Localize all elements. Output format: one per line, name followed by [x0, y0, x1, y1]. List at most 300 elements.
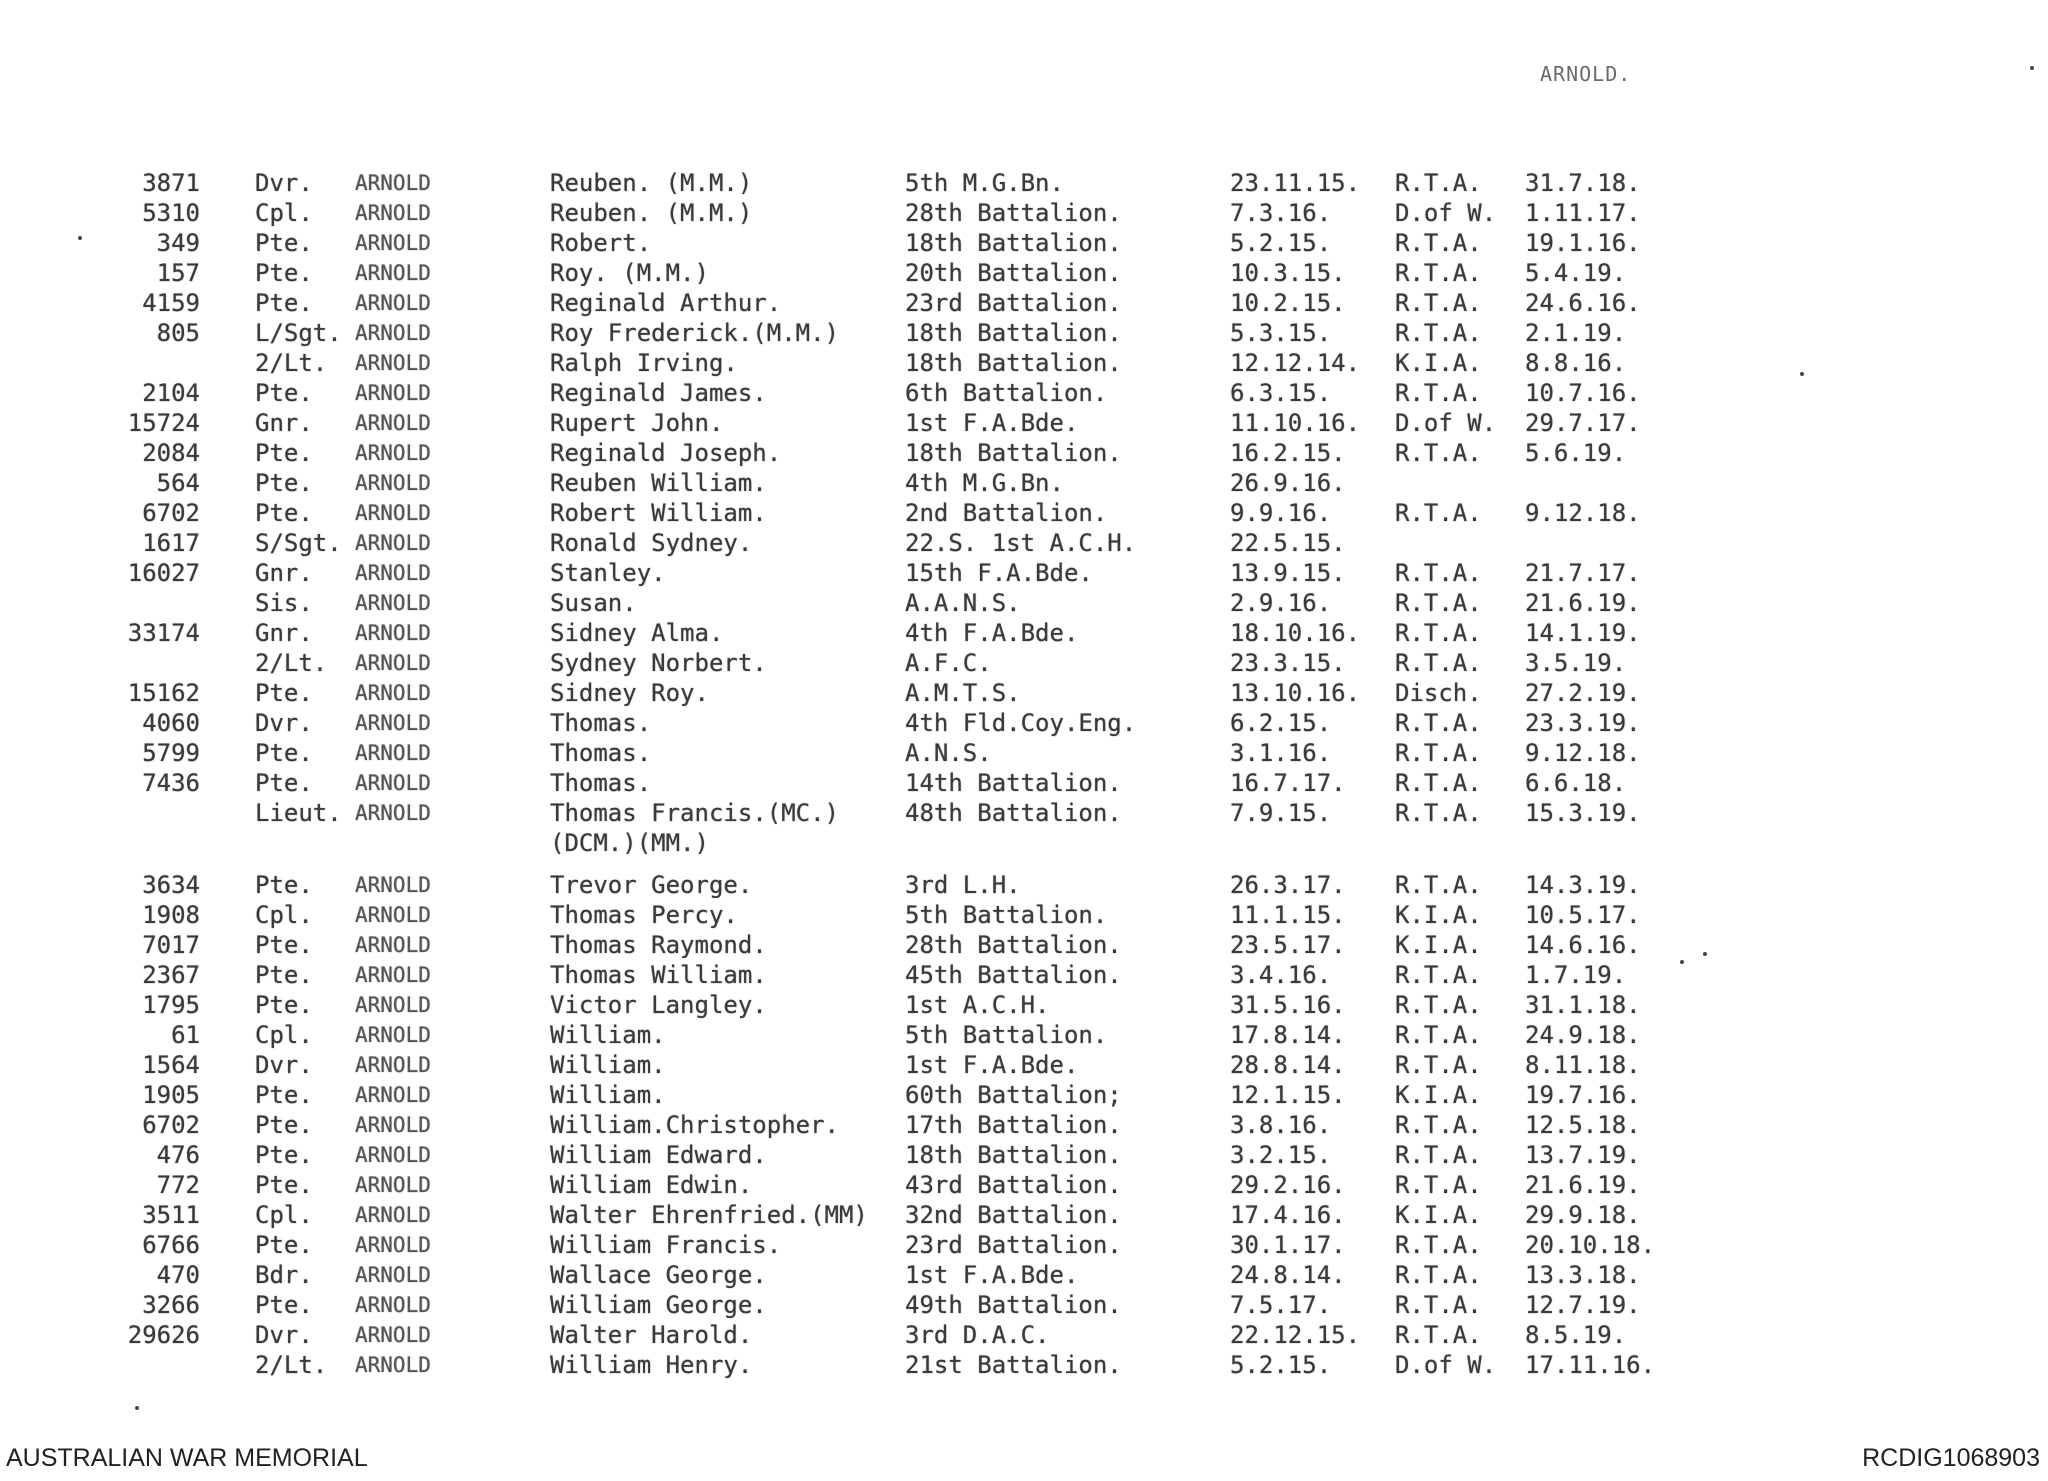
surname: ARNOLD: [355, 441, 431, 465]
rank: Pte.: [255, 871, 313, 899]
fate-date: 9.12.18.: [1525, 739, 1641, 767]
fate-date: 31.1.18.: [1525, 991, 1641, 1019]
given-names: Thomas.: [550, 769, 652, 797]
service-number: 470: [156, 1261, 200, 1289]
service-number: 3871: [142, 169, 200, 197]
given-names: Reuben William.: [550, 469, 767, 497]
unit: 3rd D.A.C.: [905, 1321, 1050, 1349]
fate: R.T.A.: [1395, 169, 1482, 197]
fate: R.T.A.: [1395, 379, 1482, 407]
roll-entry: [0, 1110, 2048, 1140]
fate-date: 9.12.18.: [1525, 499, 1641, 527]
surname: ARNOLD: [355, 1323, 431, 1347]
rank: 2/Lt.: [255, 1351, 328, 1379]
rank: Pte.: [255, 229, 313, 257]
unit: 48th Battalion.: [905, 799, 1122, 827]
unit: 18th Battalion.: [905, 439, 1122, 467]
given-names: William.: [550, 1051, 666, 1079]
enlistment-date: 3.2.15.: [1230, 1141, 1332, 1169]
enlistment-date: 3.1.16.: [1230, 739, 1332, 767]
given-names: Reginald Arthur.: [550, 289, 782, 317]
given-names: William Francis.: [550, 1231, 782, 1259]
given-names: Sidney Alma.: [550, 619, 724, 647]
service-number: 15162: [127, 679, 200, 707]
fate: D.of W.: [1395, 199, 1497, 227]
rank: Dvr.: [255, 1321, 313, 1349]
enlistment-date: 11.10.16.: [1230, 409, 1361, 437]
rank: Pte.: [255, 469, 313, 497]
roll-entry: [0, 168, 2048, 198]
rank: Pte.: [255, 961, 313, 989]
enlistment-date: 10.2.15.: [1230, 289, 1346, 317]
roll-entry: [0, 870, 2048, 900]
unit: 18th Battalion.: [905, 1141, 1122, 1169]
enlistment-date: 12.1.15.: [1230, 1081, 1346, 1109]
surname: ARNOLD: [355, 993, 431, 1017]
unit: 28th Battalion.: [905, 199, 1122, 227]
rank: Pte.: [255, 1081, 313, 1109]
service-number: 476: [156, 1141, 200, 1169]
roll-entry: [0, 1200, 2048, 1230]
unit: 5th M.G.Bn.: [905, 169, 1064, 197]
surname: ARNOLD: [355, 531, 431, 555]
fate: K.I.A.: [1395, 1201, 1482, 1229]
surname: ARNOLD: [355, 1263, 431, 1287]
fate: R.T.A.: [1395, 439, 1482, 467]
fate-date: 6.6.18.: [1525, 769, 1627, 797]
rank: Pte.: [255, 1141, 313, 1169]
enlistment-date: 2.9.16.: [1230, 589, 1332, 617]
rank: Pte.: [255, 1231, 313, 1259]
service-number: 805: [156, 319, 200, 347]
enlistment-date: 16.7.17.: [1230, 769, 1346, 797]
surname: ARNOLD: [355, 741, 431, 765]
given-names: William.: [550, 1081, 666, 1109]
given-names: Rupert John.: [550, 409, 724, 437]
unit: 22.S. 1st A.C.H.: [905, 529, 1137, 557]
enlistment-date: 22.12.15.: [1230, 1321, 1361, 1349]
given-names: Reginald James.: [550, 379, 767, 407]
service-number: 15724: [127, 409, 200, 437]
unit: 18th Battalion.: [905, 319, 1122, 347]
service-number: 6702: [142, 1111, 200, 1139]
fate-date: 8.11.18.: [1525, 1051, 1641, 1079]
given-names: Sidney Roy.: [550, 679, 709, 707]
surname: ARNOLD: [355, 711, 431, 735]
enlistment-date: 13.10.16.: [1230, 679, 1361, 707]
service-number: 564: [156, 469, 200, 497]
roll-entry: [0, 900, 2048, 930]
enlistment-date: 26.3.17.: [1230, 871, 1346, 899]
unit: 1st F.A.Bde.: [905, 409, 1079, 437]
given-names: Ralph Irving.: [550, 349, 738, 377]
unit: 43rd Battalion.: [905, 1171, 1122, 1199]
rank: Dvr.: [255, 709, 313, 737]
unit: 49th Battalion.: [905, 1291, 1122, 1319]
enlistment-date: 23.11.15.: [1230, 169, 1361, 197]
roll-entry: [0, 1140, 2048, 1170]
unit: 18th Battalion.: [905, 349, 1122, 377]
given-names: Thomas Raymond.: [550, 931, 767, 959]
unit: A.M.T.S.: [905, 679, 1021, 707]
fate-date: 2.1.19.: [1525, 319, 1627, 347]
roll-entry: [0, 588, 2048, 618]
surname: ARNOLD: [355, 201, 431, 225]
service-number: 6702: [142, 499, 200, 527]
fate: R.T.A.: [1395, 961, 1482, 989]
given-names: (DCM.)(MM.): [550, 829, 709, 857]
fate-date: 10.5.17.: [1525, 901, 1641, 929]
service-number: 1905: [142, 1081, 200, 1109]
given-names: Thomas Percy.: [550, 901, 738, 929]
unit: 4th F.A.Bde.: [905, 619, 1079, 647]
enlistment-date: 10.3.15.: [1230, 259, 1346, 287]
fate: R.T.A.: [1395, 1321, 1482, 1349]
scan-speck: [78, 236, 82, 240]
fate: R.T.A.: [1395, 229, 1482, 257]
scan-speck: [1680, 960, 1684, 964]
rank: Pte.: [255, 259, 313, 287]
rank: Cpl.: [255, 1021, 313, 1049]
rank: Pte.: [255, 679, 313, 707]
unit: 5th Battalion.: [905, 901, 1108, 929]
surname: ARNOLD: [355, 231, 431, 255]
rank: Cpl.: [255, 199, 313, 227]
unit: 21st Battalion.: [905, 1351, 1122, 1379]
roll-entry: [0, 1260, 2048, 1290]
rank: Lieut.: [255, 799, 342, 827]
fate-date: 5.4.19.: [1525, 259, 1627, 287]
given-names: Robert.: [550, 229, 652, 257]
service-number: 4060: [142, 709, 200, 737]
archive-credit: AUSTRALIAN WAR MEMORIAL: [6, 1444, 368, 1472]
service-number: 2104: [142, 379, 200, 407]
fate-date: 23.3.19.: [1525, 709, 1641, 737]
roll-entry: [0, 828, 2048, 858]
enlistment-date: 16.2.15.: [1230, 439, 1346, 467]
surname: ARNOLD: [355, 1203, 431, 1227]
unit: 18th Battalion.: [905, 229, 1122, 257]
rank: Cpl.: [255, 901, 313, 929]
given-names: Thomas Francis.(MC.): [550, 799, 839, 827]
rank: Pte.: [255, 1171, 313, 1199]
surname: ARNOLD: [355, 681, 431, 705]
surname: ARNOLD: [355, 873, 431, 897]
fate-date: 17.11.16.: [1525, 1351, 1656, 1379]
rank: 2/Lt.: [255, 649, 328, 677]
fate-date: 29.7.17.: [1525, 409, 1641, 437]
service-number: 349: [156, 229, 200, 257]
service-number: 6766: [142, 1231, 200, 1259]
rank: Pte.: [255, 289, 313, 317]
service-number: 1908: [142, 901, 200, 929]
fate: R.T.A.: [1395, 589, 1482, 617]
service-number: 1617: [142, 529, 200, 557]
enlistment-date: 18.10.16.: [1230, 619, 1361, 647]
fate-date: 8.5.19.: [1525, 1321, 1627, 1349]
given-names: Robert William.: [550, 499, 767, 527]
given-names: Wallace George.: [550, 1261, 767, 1289]
surname: ARNOLD: [355, 1233, 431, 1257]
surname: ARNOLD: [355, 171, 431, 195]
roll-entry: [0, 378, 2048, 408]
fate: D.of W.: [1395, 1351, 1497, 1379]
surname: ARNOLD: [355, 1173, 431, 1197]
unit: 1st F.A.Bde.: [905, 1051, 1079, 1079]
roll-entry: [0, 618, 2048, 648]
fate: K.I.A.: [1395, 931, 1482, 959]
fate: K.I.A.: [1395, 1081, 1482, 1109]
roll-entry: [0, 348, 2048, 378]
rank: Gnr.: [255, 409, 313, 437]
rank: Bdr.: [255, 1261, 313, 1289]
service-number: 3266: [142, 1291, 200, 1319]
roll-entry: [0, 678, 2048, 708]
enlistment-date: 7.3.16.: [1230, 199, 1332, 227]
fate-date: 14.1.19.: [1525, 619, 1641, 647]
roll-entry: [0, 528, 2048, 558]
enlistment-date: 24.8.14.: [1230, 1261, 1346, 1289]
unit: 2nd Battalion.: [905, 499, 1108, 527]
surname: ARNOLD: [355, 351, 431, 375]
rank: Cpl.: [255, 1201, 313, 1229]
roll-entry: [0, 708, 2048, 738]
fate: R.T.A.: [1395, 1141, 1482, 1169]
fate: R.T.A.: [1395, 289, 1482, 317]
fate: R.T.A.: [1395, 1261, 1482, 1289]
given-names: William Henry.: [550, 1351, 753, 1379]
fate-date: 19.7.16.: [1525, 1081, 1641, 1109]
scan-speck: [2030, 66, 2034, 70]
surname: ARNOLD: [355, 1053, 431, 1077]
roll-entry: [0, 1020, 2048, 1050]
service-number: 16027: [127, 559, 200, 587]
fate-date: 13.7.19.: [1525, 1141, 1641, 1169]
enlistment-date: 31.5.16.: [1230, 991, 1346, 1019]
service-number: 157: [156, 259, 200, 287]
archive-reference: RCDIG1068903: [1862, 1444, 2040, 1472]
given-names: William Edward.: [550, 1141, 767, 1169]
given-names: Reuben. (M.M.): [550, 169, 753, 197]
given-names: Thomas.: [550, 739, 652, 767]
rank: Sis.: [255, 589, 313, 617]
fate-date: 1.11.17.: [1525, 199, 1641, 227]
surname: ARNOLD: [355, 321, 431, 345]
fate: R.T.A.: [1395, 1231, 1482, 1259]
nominal-roll-table: [0, 168, 2048, 1380]
roll-entry: [0, 1290, 2048, 1320]
roll-entry: [0, 558, 2048, 588]
service-number: 61: [171, 1021, 200, 1049]
service-number: 1795: [142, 991, 200, 1019]
given-names: William Edwin.: [550, 1171, 753, 1199]
surname: ARNOLD: [355, 561, 431, 585]
roll-entry: [0, 768, 2048, 798]
surname: ARNOLD: [355, 771, 431, 795]
fate: R.T.A.: [1395, 1051, 1482, 1079]
fate: K.I.A.: [1395, 901, 1482, 929]
enlistment-date: 5.2.15.: [1230, 229, 1332, 257]
enlistment-date: 17.4.16.: [1230, 1201, 1346, 1229]
unit: 60th Battalion;: [905, 1081, 1122, 1109]
service-number: 2084: [142, 439, 200, 467]
roll-entry: [0, 258, 2048, 288]
rank: Gnr.: [255, 619, 313, 647]
service-number: 5310: [142, 199, 200, 227]
unit: A.A.N.S.: [905, 589, 1021, 617]
roll-entry: [0, 468, 2048, 498]
unit: 14th Battalion.: [905, 769, 1122, 797]
unit: 45th Battalion.: [905, 961, 1122, 989]
surname: ARNOLD: [355, 501, 431, 525]
unit: 5th Battalion.: [905, 1021, 1108, 1049]
enlistment-date: 3.4.16.: [1230, 961, 1332, 989]
unit: 4th M.G.Bn.: [905, 469, 1064, 497]
surname: ARNOLD: [355, 381, 431, 405]
surname: ARNOLD: [355, 411, 431, 435]
service-number: 3634: [142, 871, 200, 899]
fate-date: 14.6.16.: [1525, 931, 1641, 959]
roll-entry: [0, 930, 2048, 960]
service-number: 2367: [142, 961, 200, 989]
fate: R.T.A.: [1395, 709, 1482, 737]
given-names: Stanley.: [550, 559, 666, 587]
fate: R.T.A.: [1395, 1171, 1482, 1199]
given-names: Walter Ehrenfried.(MM): [550, 1201, 868, 1229]
fate: R.T.A.: [1395, 319, 1482, 347]
fate-date: 24.6.16.: [1525, 289, 1641, 317]
unit: 3rd L.H.: [905, 871, 1021, 899]
fate-date: 24.9.18.: [1525, 1021, 1641, 1049]
given-names: Sydney Norbert.: [550, 649, 767, 677]
service-number: 29626: [127, 1321, 200, 1349]
roll-entry: [0, 1230, 2048, 1260]
surname: ARNOLD: [355, 1083, 431, 1107]
fate-date: 3.5.19.: [1525, 649, 1627, 677]
fate: R.T.A.: [1395, 1291, 1482, 1319]
unit: 23rd Battalion.: [905, 1231, 1122, 1259]
fate: R.T.A.: [1395, 499, 1482, 527]
given-names: Roy. (M.M.): [550, 259, 709, 287]
header-surname: ARNOLD.: [1540, 62, 1632, 86]
unit: 1st F.A.Bde.: [905, 1261, 1079, 1289]
fate-date: 21.6.19.: [1525, 589, 1641, 617]
given-names: Reuben. (M.M.): [550, 199, 753, 227]
roll-entry: [0, 738, 2048, 768]
fate: R.T.A.: [1395, 649, 1482, 677]
fate: R.T.A.: [1395, 259, 1482, 287]
fate: R.T.A.: [1395, 739, 1482, 767]
unit: 15th F.A.Bde.: [905, 559, 1093, 587]
fate-date: 12.5.18.: [1525, 1111, 1641, 1139]
service-number: 7017: [142, 931, 200, 959]
enlistment-date: 23.3.15.: [1230, 649, 1346, 677]
fate-date: 5.6.19.: [1525, 439, 1627, 467]
given-names: Thomas.: [550, 709, 652, 737]
fate: K.I.A.: [1395, 349, 1482, 377]
rank: Dvr.: [255, 169, 313, 197]
scan-speck: [135, 1406, 139, 1410]
roll-entry: [0, 648, 2048, 678]
fate: R.T.A.: [1395, 559, 1482, 587]
enlistment-date: 29.2.16.: [1230, 1171, 1346, 1199]
fate-date: 27.2.19.: [1525, 679, 1641, 707]
surname: ARNOLD: [355, 621, 431, 645]
fate: R.T.A.: [1395, 871, 1482, 899]
fate: Disch.: [1395, 679, 1482, 707]
scan-speck: [1800, 372, 1804, 376]
surname: ARNOLD: [355, 1113, 431, 1137]
roll-entry: [0, 798, 2048, 828]
service-number: 1564: [142, 1051, 200, 1079]
surname: ARNOLD: [355, 801, 431, 825]
fate-date: 10.7.16.: [1525, 379, 1641, 407]
service-number: 33174: [127, 619, 200, 647]
fate-date: 1.7.19.: [1525, 961, 1627, 989]
given-names: William George.: [550, 1291, 767, 1319]
unit: 4th Fld.Coy.Eng.: [905, 709, 1137, 737]
surname: ARNOLD: [355, 963, 431, 987]
rank: Pte.: [255, 739, 313, 767]
fate: R.T.A.: [1395, 1021, 1482, 1049]
rank: Pte.: [255, 499, 313, 527]
surname: ARNOLD: [355, 903, 431, 927]
enlistment-date: 17.8.14.: [1230, 1021, 1346, 1049]
unit: 20th Battalion.: [905, 259, 1122, 287]
unit: 17th Battalion.: [905, 1111, 1122, 1139]
enlistment-date: 6.2.15.: [1230, 709, 1332, 737]
rank: Pte.: [255, 769, 313, 797]
roll-entry: [0, 228, 2048, 258]
enlistment-date: 7.5.17.: [1230, 1291, 1332, 1319]
roll-entry: [0, 438, 2048, 468]
fate: R.T.A.: [1395, 799, 1482, 827]
surname: ARNOLD: [355, 1353, 431, 1377]
fate: R.T.A.: [1395, 991, 1482, 1019]
fate-date: 19.1.16.: [1525, 229, 1641, 257]
surname: ARNOLD: [355, 471, 431, 495]
unit: 23rd Battalion.: [905, 289, 1122, 317]
fate-date: 14.3.19.: [1525, 871, 1641, 899]
roll-entry: [0, 1320, 2048, 1350]
rank: 2/Lt.: [255, 349, 328, 377]
rank: S/Sgt.: [255, 529, 342, 557]
enlistment-date: 13.9.15.: [1230, 559, 1346, 587]
fate-date: 31.7.18.: [1525, 169, 1641, 197]
roll-entry: [0, 318, 2048, 348]
unit: 32nd Battalion.: [905, 1201, 1122, 1229]
given-names: Victor Langley.: [550, 991, 767, 1019]
service-number: 772: [156, 1171, 200, 1199]
fate-date: 21.7.17.: [1525, 559, 1641, 587]
given-names: Susan.: [550, 589, 637, 617]
rank: Pte.: [255, 439, 313, 467]
fate: D.of W.: [1395, 409, 1497, 437]
fate-date: 15.3.19.: [1525, 799, 1641, 827]
surname: ARNOLD: [355, 1143, 431, 1167]
roll-entry: [0, 990, 2048, 1020]
rank: Pte.: [255, 991, 313, 1019]
enlistment-date: 23.5.17.: [1230, 931, 1346, 959]
enlistment-date: 3.8.16.: [1230, 1111, 1332, 1139]
enlistment-date: 9.9.16.: [1230, 499, 1332, 527]
enlistment-date: 5.3.15.: [1230, 319, 1332, 347]
fate-date: 29.9.18.: [1525, 1201, 1641, 1229]
enlistment-date: 26.9.16.: [1230, 469, 1346, 497]
unit: 1st A.C.H.: [905, 991, 1050, 1019]
enlistment-date: 28.8.14.: [1230, 1051, 1346, 1079]
service-number: 5799: [142, 739, 200, 767]
